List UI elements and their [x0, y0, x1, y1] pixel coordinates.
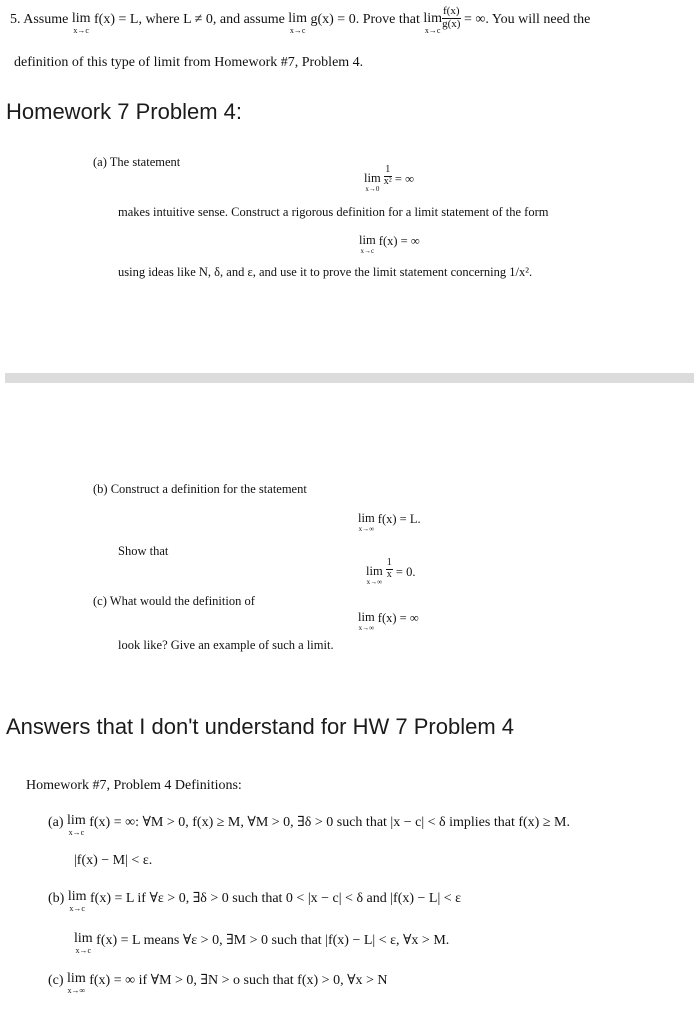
- answers-title: Homework #7, Problem 4 Definitions:: [26, 778, 242, 793]
- lim-subscript: x→c: [424, 26, 441, 35]
- limit-operator: [423, 12, 442, 35]
- limit-operator: [67, 814, 86, 837]
- answer-text: f(x) = ∞ if ∀M > 0, ∃N > o such that f(x) > 0, ∀x > N: [89, 973, 388, 988]
- lim-subscript: x→c: [360, 246, 375, 255]
- lim-word: lim: [423, 11, 443, 26]
- fraction-denominator: x: [386, 568, 392, 580]
- part-b-display-1: [358, 512, 421, 533]
- limit-operator: [68, 890, 87, 913]
- display-rhs: f(x) = L.: [377, 512, 421, 526]
- answer-label: (a): [48, 815, 68, 830]
- limit-operator: [364, 172, 381, 193]
- part-c-display: [358, 611, 419, 632]
- problem-text: f(x) = L, where L ≠ 0, and assume: [94, 12, 289, 27]
- lim-subscript: x→∞: [67, 986, 86, 995]
- limit-operator: [358, 512, 375, 533]
- lim-word: lim: [67, 813, 86, 828]
- fraction: [386, 558, 393, 580]
- problem-5-line-2: definition of this type of limit from Homework #7, Problem 4.: [14, 55, 364, 70]
- lim-subscript: x→c: [289, 26, 306, 35]
- problem-text: g(x) = 0. Prove that: [310, 12, 424, 27]
- heading-answers: Answers that I don't understand for HW 7 Problem 4: [6, 714, 514, 739]
- lim-word: lim: [74, 931, 93, 946]
- display-rhs: f(x) = ∞: [378, 234, 420, 248]
- section-divider: [5, 373, 694, 383]
- problem-text: = ∞. You will need the: [464, 12, 591, 27]
- lim-word: lim: [358, 511, 375, 525]
- answer-c: [48, 972, 388, 995]
- answer-text: f(x) = L means ∀ε > 0, ∃M > 0 such that |f(x) − L| < ε, ∀x > M.: [96, 933, 450, 948]
- problem-text: 5. Assume: [10, 12, 72, 27]
- limit-operator: [366, 565, 383, 586]
- lim-word: lim: [67, 889, 87, 904]
- answer-b-2: [74, 932, 449, 955]
- answer-label: (b): [48, 891, 68, 906]
- lim-subscript: x→0: [365, 184, 380, 193]
- answer-a-continuation: |f(x) − M| < ε.: [74, 853, 153, 868]
- display-rhs: = ∞: [394, 172, 415, 186]
- limit-operator: [358, 611, 375, 632]
- lim-subscript: x→c: [69, 904, 85, 913]
- answer-text: f(x) = ∞: ∀M > 0, f(x) ≥ M, ∀M > 0, ∃δ > 0 such that |x − c| < δ implies that f(x) ≥ M.: [89, 815, 570, 830]
- part-c-intro: (c) What would the definition of: [93, 594, 255, 608]
- lim-word: lim: [288, 11, 307, 26]
- fraction-numerator: 1: [386, 557, 392, 569]
- display-rhs: f(x) = ∞: [377, 611, 419, 625]
- problem-5-line-1: [10, 5, 591, 35]
- lim-word: lim: [364, 171, 381, 185]
- answer-b: [48, 890, 461, 913]
- lim-word: lim: [71, 11, 91, 26]
- lim-subscript: x→c: [68, 828, 85, 837]
- lim-word: lim: [366, 564, 383, 578]
- fraction: [384, 165, 392, 187]
- part-b-show: Show that: [118, 544, 169, 558]
- part-b-intro: (b) Construct a definition for the statement: [93, 482, 307, 496]
- fraction-numerator: f(x): [443, 5, 460, 17]
- display-rhs: = 0.: [395, 565, 416, 579]
- limit-operator: [67, 972, 86, 995]
- part-a-intro: (a) The statement: [93, 155, 181, 169]
- lim-subscript: x→c: [73, 26, 89, 35]
- part-a-text-2: makes intuitive sense. Construct a rigorous definition for a limit statement of the form: [118, 205, 549, 219]
- lim-word: lim: [359, 233, 376, 247]
- lim-word: lim: [358, 610, 375, 624]
- part-c-text: look like? Give an example of such a limit.: [118, 638, 334, 652]
- limit-operator: [72, 12, 91, 35]
- fraction-denominator: x²: [383, 175, 392, 187]
- limit-operator: [74, 932, 93, 955]
- fraction-denominator: g(x): [442, 17, 461, 30]
- answer-text: f(x) = L if ∀ε > 0, ∃δ > 0 such that 0 < |x − c| < δ and |f(x) − L| < ε: [90, 891, 462, 906]
- part-a-text-3: using ideas like N, δ, and ε, and use it to prove the limit statement concerning 1/x².: [118, 265, 533, 279]
- answer-label: (c): [48, 973, 68, 988]
- limit-operator: [359, 234, 376, 255]
- part-a-display-2: [359, 234, 420, 255]
- lim-subscript: x→∞: [366, 577, 383, 586]
- lim-subscript: x→c: [75, 946, 92, 955]
- part-b-display-2: [366, 557, 416, 586]
- heading-hw7-problem4: Homework 7 Problem 4:: [6, 99, 242, 124]
- fraction: [442, 6, 461, 30]
- lim-subscript: x→∞: [358, 524, 375, 533]
- lim-subscript: x→∞: [358, 623, 375, 632]
- answer-a: [48, 814, 570, 837]
- limit-operator: [288, 12, 307, 35]
- part-a-display-1: [364, 164, 415, 193]
- fraction-numerator: 1: [385, 164, 391, 176]
- lim-word: lim: [67, 971, 86, 986]
